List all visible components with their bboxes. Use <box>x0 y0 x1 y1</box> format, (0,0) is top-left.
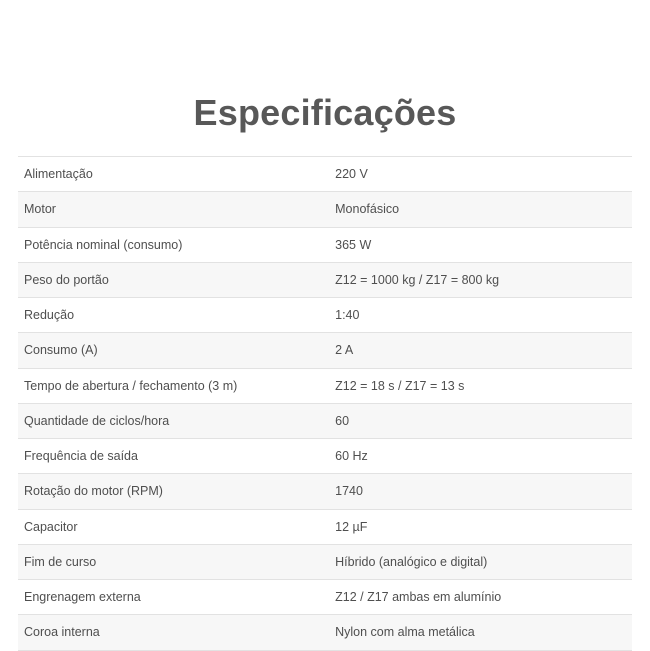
table-row <box>18 368 632 403</box>
spec-value: 365 W <box>335 237 372 252</box>
table-row <box>18 298 632 333</box>
spec-value: Z12 = 1000 kg / Z17 = 800 kg <box>335 272 500 287</box>
spec-label: Peso do portão <box>24 272 109 287</box>
table-row <box>18 192 632 227</box>
table-row <box>18 157 632 192</box>
spec-value: 1740 <box>335 484 363 499</box>
table-row <box>18 403 632 438</box>
spec-label: Rotação do motor (RPM) <box>24 484 163 499</box>
spec-value: 60 <box>335 413 350 428</box>
table-row <box>18 615 632 650</box>
spec-value: Z12 = 18 s / Z17 = 13 s <box>335 378 465 393</box>
table-row <box>18 474 632 509</box>
spec-value: 220 V <box>335 167 368 181</box>
spec-value: 1:40 <box>335 308 360 322</box>
specifications-table <box>18 156 632 651</box>
spec-label: Frequência de saída <box>24 449 138 463</box>
spec-value: Z12 / Z17 ambas em alumínio <box>335 590 502 604</box>
spec-value: Monofásico <box>335 202 400 217</box>
spec-label: Coroa interna <box>24 625 100 640</box>
spec-value: 2 A <box>335 343 354 358</box>
spec-label: Fim de curso <box>24 554 97 569</box>
spec-label: Consumo (A) <box>24 343 98 358</box>
table-row <box>18 262 632 297</box>
spec-label: Redução <box>24 308 75 322</box>
page-title: Especificações <box>193 92 457 133</box>
spec-value: Híbrido (analógico e digital) <box>335 554 488 569</box>
spec-label: Capacitor <box>24 519 78 534</box>
table-row <box>18 439 632 474</box>
table-row <box>18 227 632 262</box>
spec-value: Nylon com alma metálica <box>335 625 475 640</box>
spec-label: Potência nominal (consumo) <box>24 237 183 252</box>
specifications-table-body <box>18 157 632 651</box>
spec-value: 12 µF <box>335 519 368 534</box>
spec-label: Quantidade de ciclos/hora <box>24 413 170 428</box>
table-row <box>18 333 632 368</box>
table-row <box>18 580 632 615</box>
spec-label: Alimentação <box>24 167 93 181</box>
spec-label: Engrenagem externa <box>24 590 141 604</box>
spec-label: Tempo de abertura / fechamento (3 m) <box>24 378 238 393</box>
spec-label: Motor <box>24 202 56 217</box>
table-row <box>18 544 632 579</box>
table-row <box>18 509 632 544</box>
spec-value: 60 Hz <box>335 449 368 463</box>
